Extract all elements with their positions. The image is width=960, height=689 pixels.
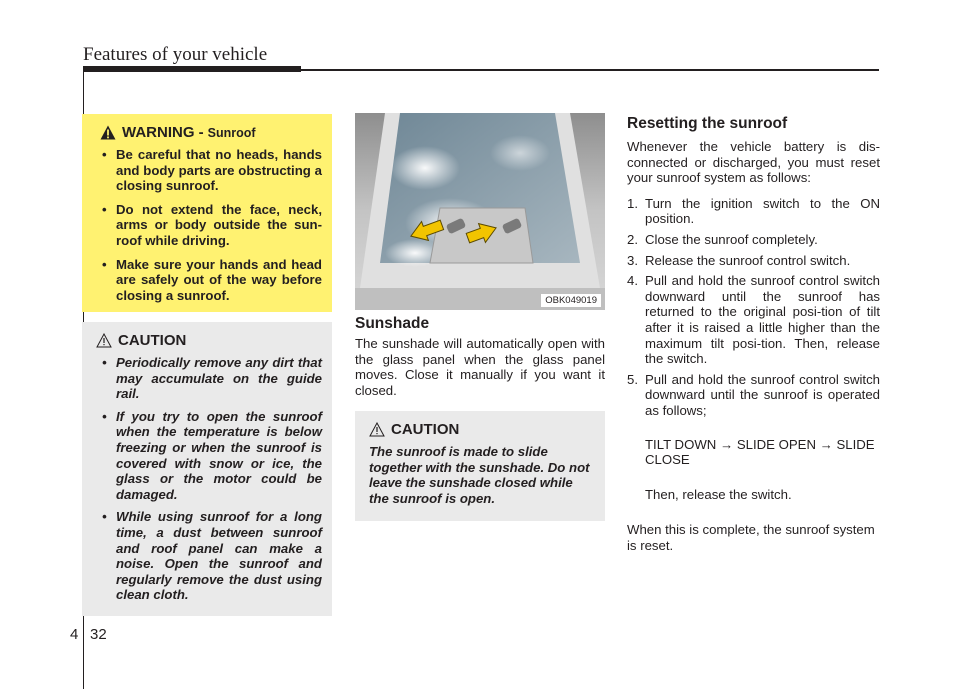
warning-title: WARNING - [122,124,204,141]
caution-triangle-icon [369,422,385,437]
caution-heading [369,421,591,438]
step-number: 3. [627,252,638,268]
photo-code-label: OBK049019 [541,294,601,307]
release-instruction: Then, release the switch. [645,486,792,502]
reset-steps [627,196,880,419]
page-header-title: Features of your vehicle [83,44,268,65]
warning-heading [100,124,322,141]
list-item [627,196,880,227]
caution-text: The sunroof is made to slide together with the sunshade. Do not leave the sunshade closed while the sunroof is open. [369,444,590,506]
sunshade-title: Sunshade [355,315,430,332]
list-item: • Periodically remove any dirt that may accumulate on the guide rail. [92,355,322,402]
caution-list [92,355,322,603]
warning-triangle-icon [100,125,116,140]
caution-box-sunroof [82,322,332,616]
warning-subtitle: Sunroof [207,125,256,140]
step-number: 1. [627,195,638,211]
step-text: Close the sunroof completely. [645,231,818,247]
page-number-divider [83,624,84,644]
reset-intro: Whenever the vehicle battery is dis-connected or discharged, you must reset your sunroof system as follows: [627,139,880,186]
list-item: • If you try to open the sunroof when the temperature is below freezing or when the sunroof is covered with snow or ice, the glass or the motor could be damaged. [92,409,322,503]
list-item: • Do not extend the face, neck, arms or body outside the sun-roof while driving. [92,202,322,249]
list-item: • Be careful that no heads, hands and body parts are obstructing a closing sunroof. [92,147,322,194]
caution-triangle-icon [96,333,112,348]
header-rule [83,69,879,71]
reset-section [627,115,880,553]
list-item [627,273,880,367]
sunroof-illustration [355,113,605,310]
step-text: Pull and hold the sunroof control switch downward until the sunroof is operated as follows; [645,371,880,418]
reset-title: Resetting the sunroof [627,115,788,132]
caution-box-sunshade [355,411,605,521]
list-item [627,232,880,248]
step-number: 4. [627,273,638,289]
caution-heading [96,332,322,349]
caution-title: CAUTION [391,421,460,438]
reset-closing: When this is complete, the sunroof system is reset. [627,522,875,553]
list-item: • While using sunroof for a long time, a dust between sunroof and roof panel can make a noise. Open the sunroof and regularly remove the dust using clean cloth. [92,509,322,603]
warning-box [82,114,332,312]
chapter-number: 4 [70,626,79,643]
step-number: 2. [627,231,638,247]
step-text: Turn the ignition switch to the ON position. [645,195,880,227]
sunroof-photo [355,113,605,310]
step-number: 5. [627,371,638,387]
page-number: 32 [90,626,107,643]
caution-title: CAUTION [118,332,187,349]
sunshade-body: The sunshade will automatically open with the glass panel when the glass panel moves. Close it manually if you want it closed. [355,336,605,398]
step-text: Pull and hold the sunroof control switch downward until the sunroof has returned to the original posi-tion of tilt after it is raised a little higher than the maximum tilt posi-tion. Then, release the switch. [645,273,880,367]
operation-sequence: TILT DOWN → SLIDE OPEN → SLIDE CLOSE [645,436,875,468]
list-item: • Make sure your hands and head are safely out of the way before closing a sunroof. [92,257,322,304]
list-item [627,372,880,419]
step-text: Release the sunroof control switch. [645,252,851,268]
warning-list [92,147,322,303]
list-item [627,253,880,269]
